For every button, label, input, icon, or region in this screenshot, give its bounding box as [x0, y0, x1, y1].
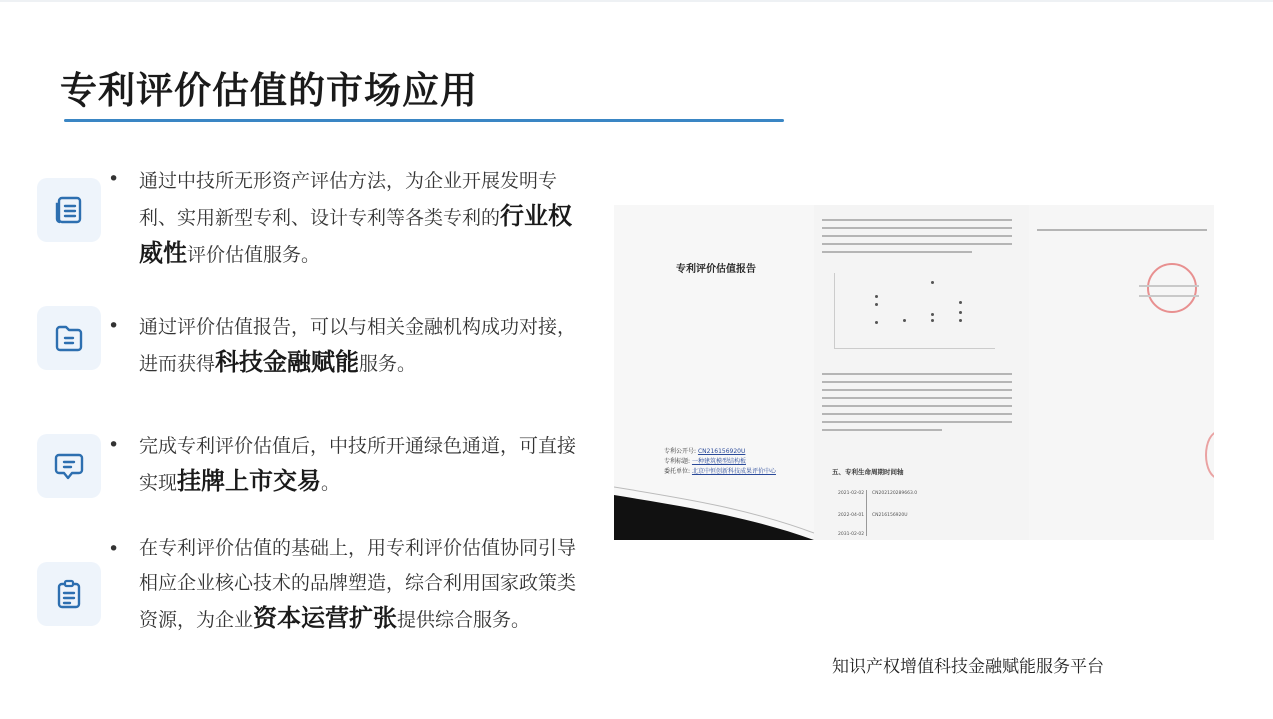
item-3-highlight: 挂牌上市交易 — [177, 467, 322, 495]
item-1-text: 通过中技所无形资产评估方法，为企业开展发明专利、实用新型专利、设计专利等各类专利的行业权威性评价估值服务。 — [139, 170, 573, 267]
page-title: 专利评价估值的市场应用 — [60, 69, 478, 112]
bullet: • — [108, 434, 120, 456]
item-4-icon-box — [37, 562, 101, 626]
item-2-icon-box — [37, 306, 101, 370]
item-3-icon-box — [37, 434, 101, 498]
bullet: • — [108, 538, 120, 560]
report-meta: 专利公开号: CN216156920U 专利标题: 一种建筑模型结构板 委托单位: 北京中恒创新科技成果评价中心 — [664, 448, 776, 475]
bullet: • — [108, 315, 120, 337]
item-1-icon-box — [37, 178, 101, 242]
report-cover-page — [614, 205, 814, 540]
document-list-icon — [53, 194, 85, 226]
report-conclusion-page — [1029, 205, 1214, 540]
timeline-section-title: 五、专利生命周期时间轴 — [832, 468, 904, 476]
clipboard-icon — [53, 578, 85, 610]
item-4-highlight: 资本运营扩张 — [253, 604, 398, 632]
title-underline — [64, 119, 784, 122]
item-1-highlight: 行业权威性 — [139, 202, 573, 267]
report-title: 专利评价估值报告 — [676, 264, 756, 275]
red-seal-stamp — [1147, 263, 1197, 313]
image-caption: 知识产权增值科技金融赋能服务平台 — [832, 657, 1104, 677]
item-2-highlight: 科技金融赋能 — [215, 348, 360, 376]
top-border — [0, 0, 1273, 2]
report-document-images — [614, 205, 1214, 540]
item-4-text: 在专利评价估值的基础上，用专利评价估值协同引导相应企业核心技术的品牌塑造，综合利用国家政策类资源，为企业资本运营扩张提供综合服务。 — [139, 537, 577, 632]
bullet: • — [108, 168, 120, 190]
folder-icon — [53, 322, 85, 354]
report-analysis-page: 五、专利生命周期时间轴 2021-02-02 CN202120289663.0 2022-04-01 CN216156920U 2031-02-02 — [814, 205, 1029, 540]
item-3-text: 完成专利评价估值后，中技所开通绿色通道，可直接实现挂牌上市交易。 — [139, 435, 577, 495]
chat-message-icon — [53, 450, 85, 482]
cover-wave-graphic — [614, 465, 814, 540]
red-seal-stamp-partial — [1205, 431, 1214, 479]
scatter-plot-thumbnail — [834, 273, 995, 349]
item-2-text: 通过评价估值报告，可以与相关金融机构成功对接，进而获得科技金融赋能服务。 — [139, 316, 577, 376]
